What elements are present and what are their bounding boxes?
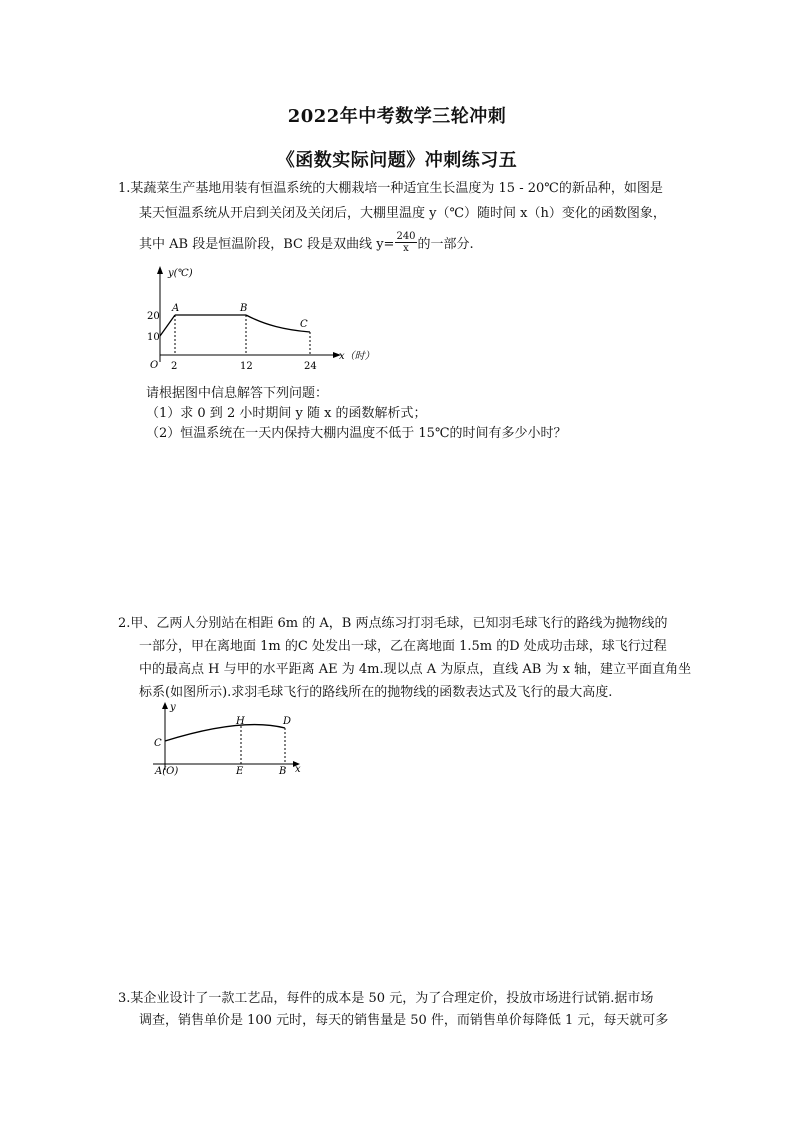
origin-label: O [150, 360, 159, 371]
question-1 [118, 176, 666, 260]
page-subtitle: 《函数实际问题》冲刺练习五 [276, 150, 518, 171]
x-tick-24: 24 [304, 361, 317, 372]
question-3 [118, 988, 668, 1032]
q1-subquestions [146, 384, 567, 444]
q2-line-1: 2.甲、乙两人分别站在相距 6m 的 A，B 两点练习打羽毛球，已知羽毛球飞行的路线为抛物线的 [118, 616, 668, 631]
q1-sub-2: （2）恒温系统在一天内保持大棚内温度不低于 15℃的时间有多少小时？ [146, 426, 567, 441]
q1-line-3-pre: 其中 AB 段是恒温阶段，BC 段是双曲线 y= [139, 237, 395, 252]
temperature-graph [140, 262, 385, 374]
y-axis-label: y(℃) [168, 268, 193, 279]
y-tick-20: 20 [147, 311, 160, 322]
fraction-numerator: 240 [396, 231, 416, 242]
q2-line-2: 一部分，甲在离地面 1m 的C 处发出一球，乙在离地面 1.5m 的D 处成功击球，球飞行过程 [139, 639, 667, 654]
badminton-graph [145, 700, 310, 778]
question-2 [118, 612, 691, 704]
y-axis-arrow [157, 266, 163, 274]
point-h-label: H [236, 716, 245, 727]
y-axis-arrow [162, 702, 168, 709]
q1-line-1: 1.某蔬菜生产基地用装有恒温系统的大棚栽培一种适宜生长温度为 15 - 20℃的新品种，如图是 [118, 181, 663, 196]
y-axis-label: y [170, 702, 176, 713]
point-a-label: A [172, 303, 180, 314]
x-axis-label: x [295, 764, 301, 775]
q1-line-2: 某天恒温系统从开启到关闭及关闭后，大棚里温度 y（℃）随时间 x（h）变化的函数图象， [139, 206, 666, 221]
point-d-label: D [283, 716, 292, 727]
graph-segment-oa [160, 315, 175, 336]
q1-line-3 [118, 230, 666, 260]
origin-label: A(O) [155, 766, 179, 777]
q1-sub-1: （1）求 0 到 2 小时期间 y 随 x 的函数解析式； [146, 406, 427, 421]
point-b-label: B [240, 303, 248, 314]
parabola-path [165, 725, 285, 741]
q3-line-1: 3.某企业设计了一款工艺品，每件的成本是 50 元，为了合理定价，投放市场进行试销.据市场 [118, 991, 654, 1006]
q1-line-3-post: 的一部分. [417, 237, 474, 252]
point-c-label: C [300, 319, 308, 330]
q2-line-4: 标系(如图所示).求羽毛球飞行的路线所在的抛物线的函数表达式及飞行的最大高度. [139, 685, 613, 700]
x-axis-label: x（时） [339, 351, 375, 362]
q1-prompt: 请根据图中信息解答下列问题： [146, 386, 329, 401]
point-c-label: C [154, 738, 162, 749]
point-e-label: E [236, 766, 244, 777]
q3-line-2: 调查，销售单价是 100 元时，每天的销售量是 50 件，而销售单价每降低 1 元，每天就可多 [139, 1013, 669, 1028]
x-tick-12: 12 [240, 361, 253, 372]
y-tick-10: 10 [147, 332, 160, 343]
q2-line-3: 中的最高点 H 与甲的水平距离 AE 为 4m.现以点 A 为原点，直线 AB 为 x 轴，建立平面直角坐 [139, 662, 692, 677]
hyperbola-fraction [395, 231, 416, 254]
page-title: 2022年中考数学三轮冲刺 [287, 106, 507, 127]
x-tick-2: 2 [171, 361, 178, 372]
fraction-denominator: x [403, 243, 409, 254]
point-b-label: B [279, 766, 287, 777]
